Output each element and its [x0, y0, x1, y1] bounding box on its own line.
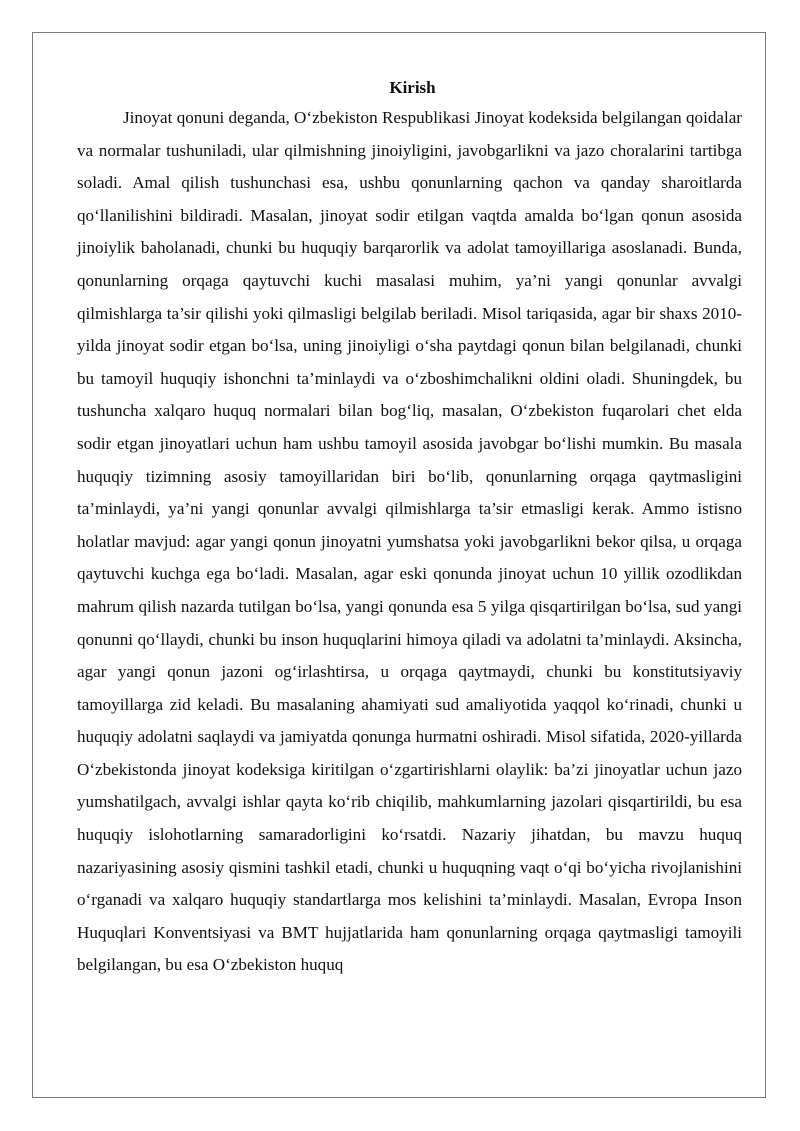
body-paragraph: Jinoyat qonuni deganda, O‘zbekiston Respublikasi Jinoyat kodeksida belgilangan qoidalar va normalar tushuniladi, ular qilmishning jinoiyligini, javobgarlikni va jazo choralarini tartibga soladi. Amal qilish tushunchasi esa, ushbu qonunlarning qachon va qanday sharoitlarda qo‘llanilishini bildiradi. Masalan, jinoyat sodir etilgan vaqtda amalda bo‘lgan qonun asosida jinoiylik baholanadi, chunki bu huquqiy barqarorlik va adolat tamoyillariga asoslanadi. Bunda, qonunlarning orqaga qaytuvchi kuchi masalasi muhim, ya’ni yangi qonunlar avvalgi qilmishlarga ta’sir qilishi yoki qilmasligi belgilab beriladi. Misol tariqasida, agar bir shaxs 2010-yilda jinoyat sodir etgan bo‘lsa, uning jinoiyligi o‘sha paytdagi qonun bilan belgilanadi, chunki bu tamoyil huquqiy ishonchni ta’minlaydi va o‘zboshimchalikni oldini oladi. Shuningdek, bu tushuncha xalqaro huquq normalari bilan bog‘liq, masalan, O‘zbekiston fuqarolari chet elda sodir etgan jinoyatlari uchun ham ushbu tamoyil asosida javobgar bo‘lishi mumkin. Bu masala huquqiy tizimning asosiy tamoyillaridan biri bo‘lib, qonunlarning orqaga qaytmasligini ta’minlaydi, ya’ni yangi qonunlar avvalgi qilmishlarga ta’sir etmasligi kerak. Ammo istisno holatlar mavjud: agar yangi qonun jinoyatni yumshatsa yoki javobgarlikni bekor qilsa, u orqaga qaytuvchi kuchga ega bo‘ladi. Masalan, agar eski qonunda jinoyat uchun 10 yillik ozodlikdan mahrum qilish nazarda tutilgan bo‘lsa, yangi qonunda esa 5 yilga qisqartirilgan bo‘lsa, sud yangi qonunni qo‘llaydi, chunki bu inson huquqlarini himoya qiladi va adolatni ta’minlaydi. Aksincha, agar yangi qonun jazoni og‘irlashtirsa, u orqaga qaytmaydi, chunki bu konstitutsiyaviy tamoyillarga zid keladi. Bu masalaning ahamiyati sud amaliyotida yaqqol ko‘rinadi, chunki u huquqiy adolatni saqlaydi va jamiyatda qonunga hurmatni oshiradi. Misol sifatida, 2020-yillarda O‘zbekistonda jinoyat kodeksiga kiritilgan o‘zgartirishlarni olaylik: ba’zi jinoyatlar uchun jazo yumshatilgach, avvalgi ishlar qayta ko‘rib chiqilib, mahkumlarning jazolari qisqartirildi, bu esa huquqiy islohotlarning samaradorligini ko‘rsatdi. Nazariy jihatdan, bu mavzu huquq nazariyasining asosiy qismini tashkil etadi, chunki u huquqning vaqt o‘qi bo‘yicha rivojlanishini o‘rganadi va xalqaro huquqiy standartlarga mos kelishini ta’minlaydi. Masalan, Evropa Inson Huquqlari Konventsiyasi va BMT hujjatlarida ham qonunlarning orqaga qaytmasligi tamoyili belgilangan, bu esa O‘zbekiston huquq: [77, 108, 742, 975]
document-title: Kirish: [389, 78, 436, 97]
document-body: [77, 74, 742, 982]
